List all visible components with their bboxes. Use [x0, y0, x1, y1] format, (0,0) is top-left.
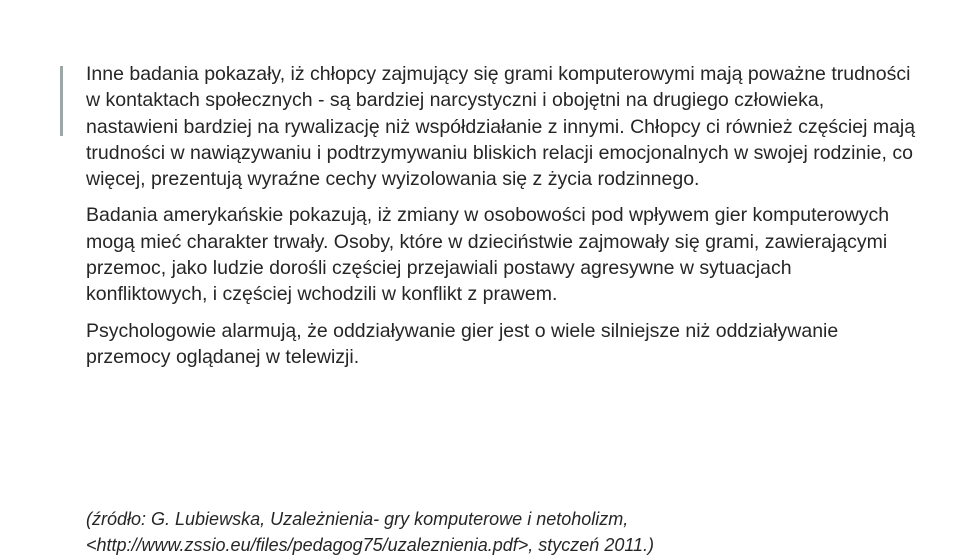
- paragraph-1: Inne badania pokazały, iż chłopcy zajmujący się grami komputerowymi mają poważne trudności w kontaktach społecznych - są bardziej narcystyczni i obojętni na drugiego człowieka, nastawieni bardziej na rywalizację niż współdziałanie z innymi. Chłopcy ci również częściej mają trudności w nawiązywaniu i podtrzymywaniu bliskich relacji emocjonalnych w swojej rodzinie, co więcej, prezentują wyraźne cechy wyizolowania się z życia rodzinnego.: [86, 63, 916, 191]
- accent-bar: [60, 66, 63, 136]
- source-citation: [86, 506, 916, 558]
- source-line-1: (źródło: G. Lubiewska, Uzależnienia- gry komputerowe i netoholizm,: [86, 509, 629, 529]
- paragraph-3: Psychologowie alarmują, że oddziaływanie gier jest o wiele silniejsze niż oddziaływanie przemocy oglądanej w telewizji.: [86, 319, 839, 368]
- paragraph-2: Badania amerykańskie pokazują, iż zmiany w osobowości pod wpływem gier komputerowych mogą mieć charakter trwały. Osoby, które w dzieciństwie zajmowały się grami, zawierającymi przemoc, jako ludzie dorośli częściej przejawiali postawy agresywne w sytuacjach konfliktowych, i częściej wchodzili w konflikt z prawem.: [86, 204, 890, 306]
- source-line-2: <http://www.zssio.eu/files/pedagog75/uzaleznienia.pdf>, styczeń 2011.): [86, 535, 655, 555]
- body-text: [86, 61, 916, 380]
